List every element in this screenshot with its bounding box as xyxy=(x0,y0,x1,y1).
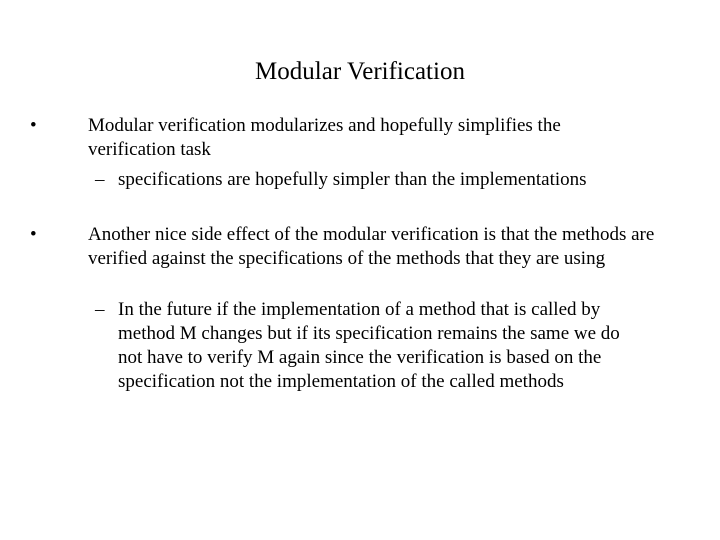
bullet-1 xyxy=(30,114,628,162)
sub-bullet-text: specifications are hopefully simpler than the implementations xyxy=(118,169,587,190)
bullet-marker: • xyxy=(30,115,37,136)
slide-title: Modular Verification xyxy=(255,58,465,85)
bullet-text: Another nice side effect of the modular verification is that the methods are verified against the specifications of the methods that they are using xyxy=(88,224,655,269)
bullet-2 xyxy=(30,223,663,271)
sub-bullet-1 xyxy=(95,168,638,192)
dash-marker: – xyxy=(95,169,105,190)
dash-marker: – xyxy=(95,299,105,320)
sub-bullet-2 xyxy=(95,298,638,394)
sub-bullet-text: In the future if the implementation of a method that is called by method M changes but if its specification remains the same we do not have to verify M again since the verification is based on the specification not the implementation of the called methods xyxy=(118,299,620,392)
bullet-marker: • xyxy=(30,224,37,245)
bullet-text: Modular verification modularizes and hopefully simplifies the verification task xyxy=(88,115,561,160)
